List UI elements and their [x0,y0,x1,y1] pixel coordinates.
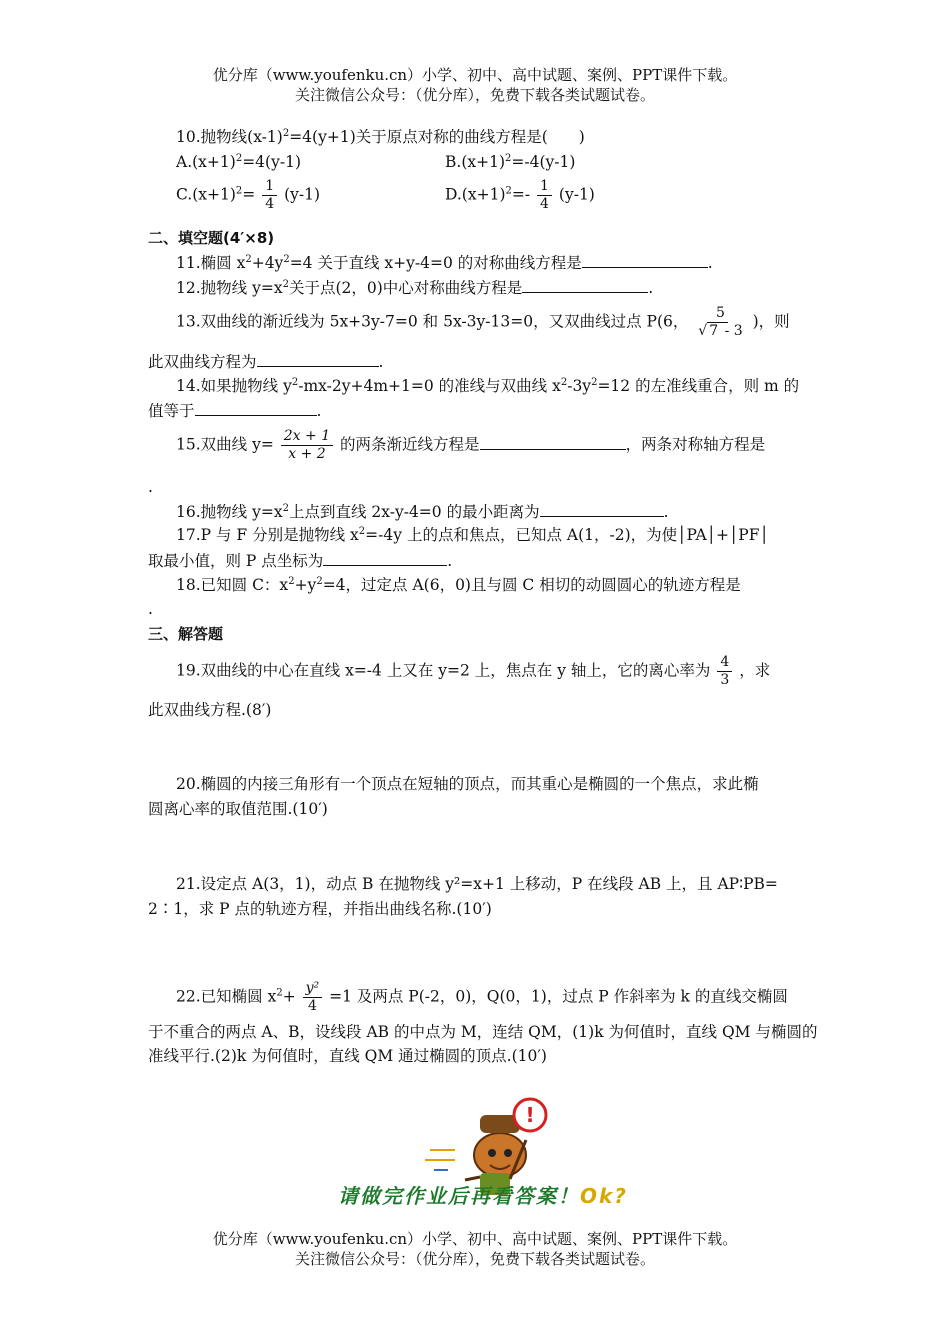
q18: 18.已知圆 C：$x^2+y^2=4$，过定点 A(6，0)且与圆 C 相切的动圆圆心的轨迹方程是 [176,575,741,594]
q13-line-1: 13.双曲线的渐近线为 5x+3y-7=0 和 5x-3y-13=0，又双曲线过点 P(6， $\frac{5}{√ 7 - 3}$ )，则 [176,305,790,339]
section-2-heading: 二、填空题(4′×8) [148,229,275,247]
answer-blank[interactable] [582,251,708,268]
q20-line-1: 20.椭圆的内接三角形有一个顶点在短轴的顶点，而其重心是椭圆的一个焦点，求此椭 [176,775,759,793]
q19-line-1: 19.双曲线的中心在直线 x=-4 上又在 y=2 上，焦点在 y 轴上，它的离心率为 $\frac{4}{3}$ ，求 [176,654,771,688]
q21-line-1: 21.设定点 A(3，1)，动点 B 在抛物线 y²=x+1 上移动，P 在线段 AB 上，且 AP∶PB= [176,875,778,893]
fraction: $\frac{1}{4}$ [537,178,552,213]
q15: 15.双曲线 y= $\frac{2x + 1}{x + 2}$ 的两条渐近线方程是 ，两条对称轴方程是 [176,428,766,462]
q22-line-3: 准线平行.(2)k 为何值时，直线 QM 通过椭圆的顶点.(10′) [148,1047,547,1065]
answer-blank[interactable] [323,549,447,566]
q17-line-1: 17.P 与 F 分别是抛物线 $x^2=-4y$ 上的点和焦点，已知点 A(1，-2)，为使│PA│+│PF│ [176,525,769,544]
q13-line-2: 此双曲线方程为 . [148,350,383,373]
reminder-banner: 请做完作业后再看答案！Ok? [338,1184,628,1208]
answer-blank[interactable] [522,276,648,293]
fraction: $\frac{2x + 1}{x + 2}$ [281,428,333,463]
answer-blank[interactable] [540,500,664,517]
answer-blank[interactable] [257,350,379,367]
q10-option-c: $C.(x+1)^2=$ $\frac{1}{4}$ (y-1) [176,178,321,212]
q22-line-1: 22.已知椭圆 $x^2+$ $\frac{\text{y²}}{4}$ =1 及两点 P(-2，0)，Q(0，1)，过点 P 作斜率为 k 的直线交椭圆 [176,980,788,1014]
q12: 12.抛物线 $y=x^2$关于点(2，0)中心对称曲线方程是 . [176,276,653,299]
section-3-heading: 三、解答题 [148,625,224,643]
fraction: $\frac{5}{√ 7 - 3}$ [698,305,743,339]
q10-option-b: $B.(x+1)^2=-4(y-1)$ [445,152,576,171]
q11: 11.椭圆 $x^2+4y^2=4$ 关于直线 x+y-4=0 的对称曲线方程是 . [176,251,713,274]
exclamation-sign-icon [514,1099,546,1131]
q18-answer-line: . [148,600,153,618]
footer-line-2: 关注微信公众号：（优分库），免费下载各类试题试卷。 [294,1250,655,1268]
motion-lines-icon [425,1150,455,1170]
fraction: $\frac{4}{3}$ [717,654,732,689]
header-line-2: 关注微信公众号：（优分库），免费下载各类试题试卷。 [294,86,655,104]
q20-line-2: 圆离心率的取值范围.(10′) [148,800,328,818]
q16: 16.抛物线 $y=x^2$上点到直线 2x-y-4=0 的最小距离为 . [176,500,669,523]
answer-blank[interactable] [480,433,626,450]
q10-stem: 10.抛物线$(x-1)^2=4(y+1)$关于原点对称的曲线方程是( ) [176,127,585,146]
q17-line-2: 取最小值，则 P 点坐标为 . [148,549,452,572]
answer-blank[interactable] [195,399,317,416]
q21-line-2: 2∶1，求 P 点的轨迹方程，并指出曲线名称.(10′) [148,900,492,918]
q10-option-d: $D.(x+1)^2=-$ $\frac{1}{4}$ (y-1) [445,178,595,212]
q15-answer-line: . [148,478,153,496]
header-line-1: 优分库（www.youfenku.cn）小学、初中、高中试题、案例、PPT课件下载。 [212,66,738,84]
q19-line-2: 此双曲线方程.(8′) [148,701,272,719]
q14-line-2: 值等于 . [148,399,321,422]
q22-line-2: 于不重合的两点 A、B，设线段 AB 的中点为 M，连结 QM，(1)k 为何值时，直线 QM 与椭圆的 [148,1023,818,1041]
svg-text:!: ! [525,1103,535,1127]
footer-line-1: 优分库（www.youfenku.cn）小学、初中、高中试题、案例、PPT课件下载。 [212,1230,738,1248]
fraction: $\frac{\text{y²}}{4}$ [303,980,323,1015]
q14-line-1: 14.如果抛物线 $y^2-mx-2y+4m+1=0$ 的准线与双曲线 $x^2-3y^2=12$ 的左准线重合，则 m 的 [176,376,800,395]
fraction: $\frac{1}{4}$ [262,178,277,213]
q10-option-a: $A.(x+1)^2=4(y-1)$ [176,152,301,171]
